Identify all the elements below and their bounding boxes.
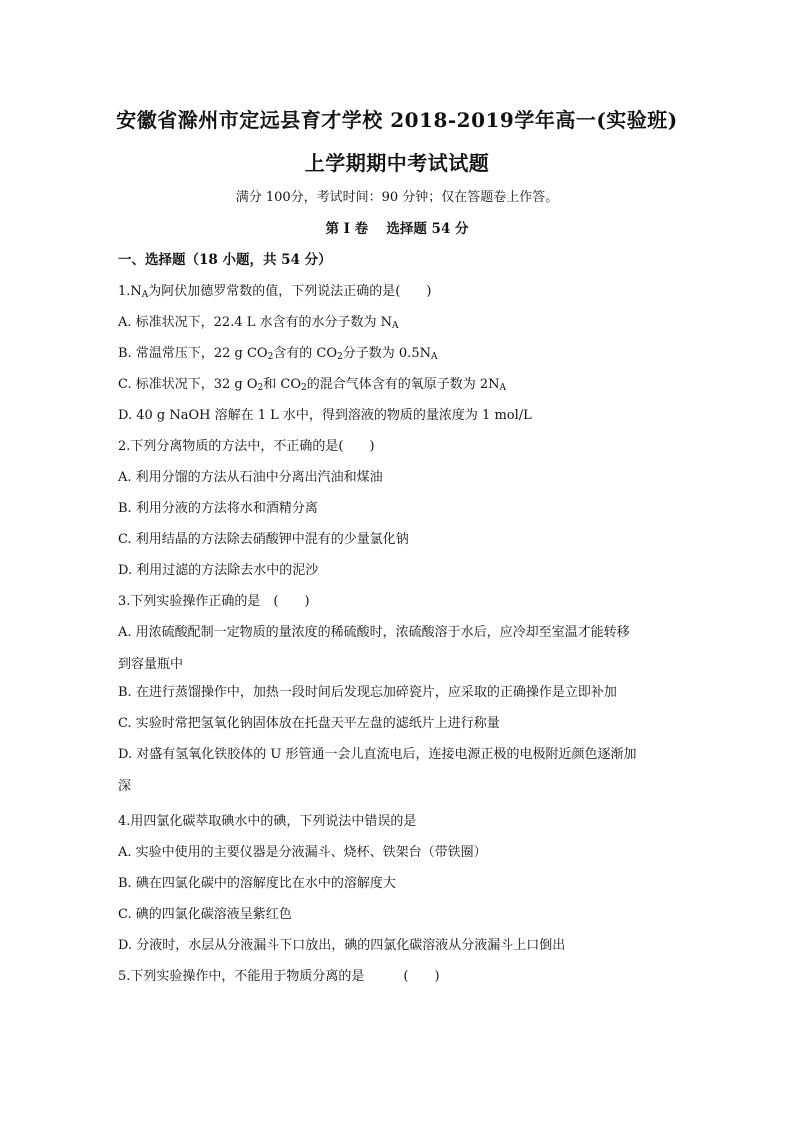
exam-title-line-2: 上学期期中考试试题 [304, 151, 490, 175]
question-stem: 4.用四氯化碳萃取碘水中的碘，下列说法中错误的是 [118, 814, 417, 829]
option-a: A. 用浓硫酸配制一定物质的量浓度的稀硫酸时，浓硫酸溶于水后，应冷却至室温才能转移 [118, 625, 630, 640]
option-a-continued: 到容量瓶中 [118, 657, 184, 672]
option-d: D. 40 g NaOH 溶解在 1 L 水中，得到溶液的物质的量浓度为 1 mol/L [118, 408, 532, 423]
question-5 [118, 966, 684, 988]
question-2 [118, 436, 684, 582]
question-stem: 2.下列分离物质的方法中，不正确的是( ) [118, 439, 375, 454]
option-b: B. 碘在四氯化碳中的溶解度比在水中的溶解度大 [118, 876, 396, 891]
section-label: 第 I 卷 选择题 54 分 [325, 221, 469, 237]
option-d-continued: 深 [118, 779, 132, 794]
option-c: C. 利用结晶的方法除去硝酸钾中混有的少量氯化钠 [118, 532, 409, 547]
question-4 [118, 811, 684, 957]
option-c: C. 碘的四氯化碳溶液呈紫红色 [118, 907, 292, 922]
option-a: A. 实验中使用的主要仪器是分液漏斗、烧杯、铁架台（带铁圈） [118, 845, 487, 860]
option-b: B. 常温常压下，22 g $CO_2$含有的 $CO_2$分子数为 $0.5N_A$ [118, 346, 438, 362]
option-b: B. 在进行蒸馏操作中，加热一段时间后发现忘加碎瓷片，应采取的正确操作是立即补加 [118, 685, 617, 700]
option-a: A. 标准状况下，22.4 L 水含有的水分子数为 $N_A$ [118, 315, 399, 331]
option-a: A. 利用分馏的方法从石油中分离出汽油和煤油 [118, 470, 383, 485]
exam-note: 满分 100分，考试时间：90 分钟；仅在答题卷上作答。 [235, 190, 559, 205]
option-d: D. 分液时，水层从分液漏斗下口放出，碘的四氯化碳溶液从分液漏斗上口倒出 [118, 938, 566, 953]
question-stem: 3.下列实验操作正确的是 ( ) [118, 594, 310, 609]
question-3 [118, 591, 684, 802]
option-c: C. 实验时常把氢氧化钠固体放在托盘天平左盘的滤纸片上进行称量 [118, 716, 500, 731]
option-d: D. 对盛有氢氧化铁胶体的 U 形管通一会儿直流电后，连接电源正极的电极附近颜色逐渐加 [118, 747, 637, 762]
option-c: C. 标准状况下，32 g $O_2$和 $CO_2$的混合气体含有的氧原子数为 $2N_A$ [118, 377, 507, 393]
option-b: B. 利用分液的方法将水和酒精分离 [118, 501, 318, 516]
question-list [118, 281, 684, 997]
question-1 [118, 281, 684, 427]
question-stem: 5.下列实验操作中，不能用于物质分离的是 ( ) [118, 969, 440, 984]
part-heading: 一、选择题（18 小题，共 54 分） [118, 252, 332, 268]
question-stem: $1.N_A$为阿伏加德罗常数的值，下列说法正确的是( ) [118, 284, 432, 300]
option-d: D. 利用过滤的方法除去水中的泥沙 [118, 563, 319, 578]
exam-title-line-1: 安徽省滁州市定远县育才学校 2018-2019学年高一(实验班) [116, 108, 678, 132]
